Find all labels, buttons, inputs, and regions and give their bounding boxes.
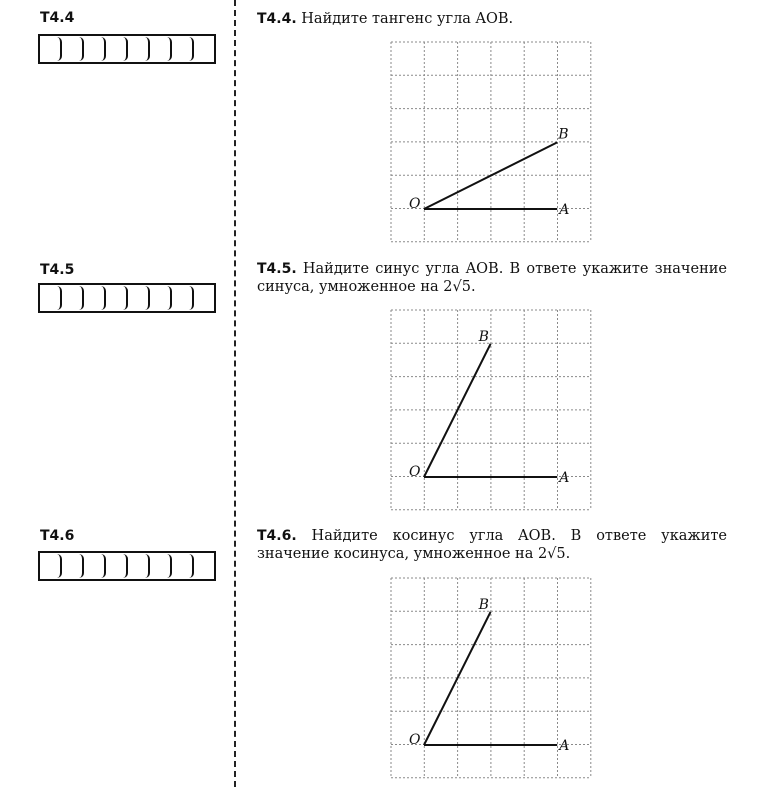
answer-cell[interactable] [62,37,84,61]
answer-cell[interactable] [172,286,194,310]
point-label-b: B [478,596,489,613]
point-label-a: A [559,202,570,218]
point-label-a: A [559,470,570,486]
grid-figure-t4-4 [391,42,591,242]
answer-cell[interactable] [84,554,106,578]
question-number: T4.5. [257,261,297,277]
question-number: T4.6. [257,528,297,544]
answer-boxes-t4-5[interactable] [38,283,216,313]
answer-cell[interactable] [62,554,84,578]
answer-cell[interactable] [194,554,214,578]
answer-boxes-t4-6[interactable] [38,551,216,581]
answer-cell[interactable] [106,286,128,310]
answer-cell[interactable] [194,37,214,61]
answer-cell[interactable] [40,554,62,578]
point-label-o: O [409,196,421,212]
answer-cell[interactable] [128,37,150,61]
point-label-b: B [558,126,569,143]
answer-cell[interactable] [40,286,62,310]
answer-cell[interactable] [150,37,172,61]
answer-cell[interactable] [150,554,172,578]
answer-boxes-t4-4[interactable] [38,34,216,64]
answer-cell[interactable] [150,286,172,310]
question-t4-5 [257,260,727,296]
answer-cell[interactable] [106,554,128,578]
answer-cell[interactable] [128,554,150,578]
answer-cell[interactable] [84,37,106,61]
answer-cell[interactable] [194,286,214,310]
question-text: Найдите косинус угла AOB. В ответе укажите значение косинуса, умноженное на 2√5. [257,528,728,562]
answer-cell[interactable] [62,286,84,310]
answer-cell[interactable] [172,37,194,61]
task-id-t4-4: T4.4 [40,10,75,26]
task-id-t4-5: T4.5 [40,262,75,278]
answer-cell[interactable] [172,554,194,578]
page-divider [234,0,236,787]
point-label-a: A [559,738,570,754]
question-text: Найдите синус угла AOB. В ответе укажите значение синуса, умноженное на 2√5. [257,261,727,295]
answer-cell[interactable] [128,286,150,310]
point-label-o: O [409,464,421,480]
question-text: Найдите тангенс угла AOB. [301,11,514,27]
answer-cell[interactable] [40,37,62,61]
question-number: T4.4. [257,11,297,27]
question-t4-6 [257,527,727,563]
point-label-b: B [478,328,489,345]
question-t4-4 [257,10,727,28]
answer-cell[interactable] [106,37,128,61]
point-label-o: O [409,732,421,748]
answer-cell[interactable] [84,286,106,310]
grid-figure-t4-5 [391,310,591,510]
grid-figure-t4-6 [391,578,591,778]
task-id-t4-6: T4.6 [40,528,75,544]
